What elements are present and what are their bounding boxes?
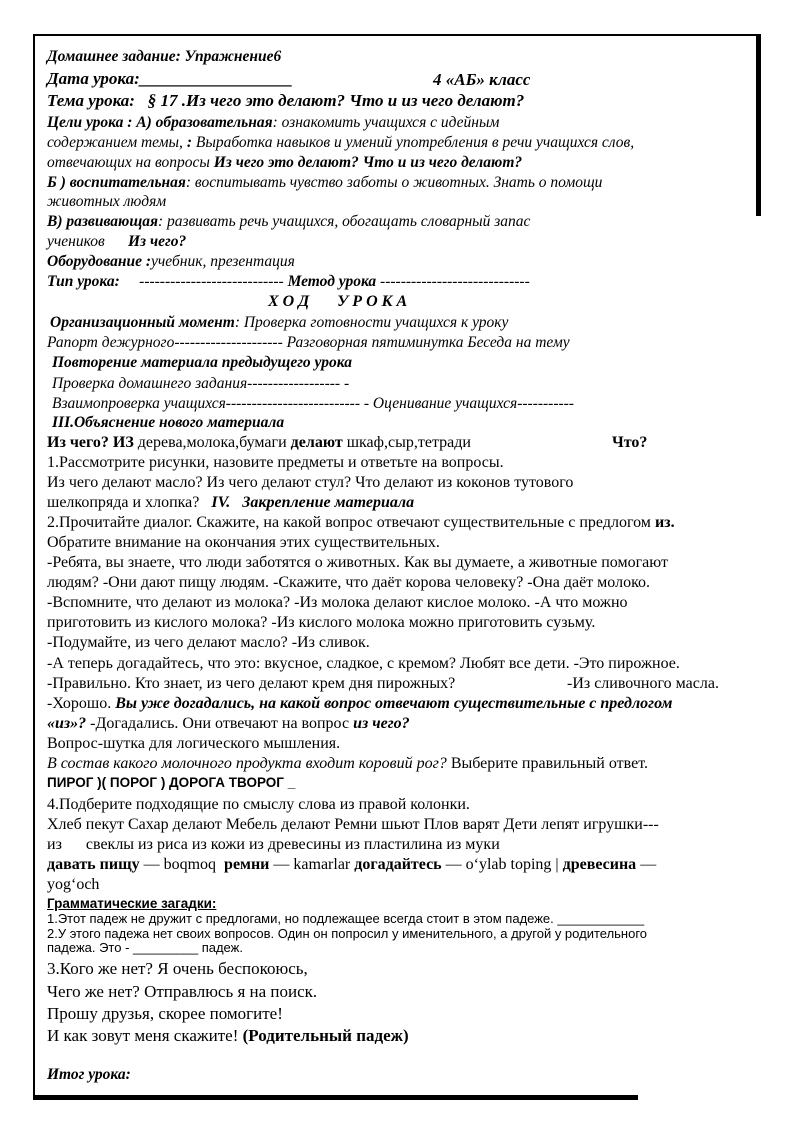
vocabulary-line-2: yogʻoch xyxy=(47,876,100,893)
riddles-title: Грамматические загадки: xyxy=(47,896,217,911)
dialog-line-5: -Подумайте, из чего делают масло? -Из сливок. xyxy=(47,634,370,651)
dialog-line-1: -Ребята, вы знаете, что люди заботятся о животных. Как вы думаете, а животные помогают xyxy=(47,554,668,571)
goals-line-7: учеников Из чего? xyxy=(47,233,187,250)
lesson-summary-label: Итог урока: xyxy=(47,1066,131,1083)
page-border-shadow-right xyxy=(756,34,761,216)
riddle-2-continued: падежа. Это - _________ падеж. xyxy=(47,940,243,955)
logic-answer-options: ПИРОГ )( ПОРОГ ) ДОРОГА ТВОРОГ _ xyxy=(47,775,296,790)
riddle-2: 2.У этого падежа нет своих вопросов. Один он попросил у именительного, а другой у родительного xyxy=(47,926,648,941)
mutual-check: Взаимопроверка учащихся-------------------------- - Оценивание учащихся----------- xyxy=(52,395,574,412)
dialog-line-7-answer: -Из сливочного масла. xyxy=(567,675,719,692)
riddle-1: 1.Этот падеж не дружит с предлогами, но подлежащее всегда стоит в этом падеже. ____________ xyxy=(47,911,645,926)
org-moment: Организационный момент: Проверка готовности учащихся к уроку xyxy=(50,314,509,331)
goals-line-4: Б ) воспитательная: воспитывать чувство заботы о животных. Знать о помощи xyxy=(47,174,603,191)
dialog-line-9: «из»? -Догадались. Они отвечают на вопрос из чего? xyxy=(47,715,410,732)
explain-line-5: 2.Прочитайте диалог. Скажите, на какой вопрос отвечают существительные с предлогом из. xyxy=(47,514,675,531)
homework-check: Проверка домашнего задания------------------ - xyxy=(52,375,350,392)
goals-line-1: Цели урока : А) образовательная: ознакомить учащихся с идейным xyxy=(47,114,500,131)
dialog-line-7: -Правильно. Кто знает, из чего делают крем дня пирожных? xyxy=(47,675,456,692)
logic-question-title: Вопрос-шутка для логического мышления. xyxy=(47,735,341,752)
page-border-shadow-bottom xyxy=(33,1095,638,1100)
course-title: Х О Д У Р О К А xyxy=(268,293,408,310)
poem-line-4: И как зовут меня скажите! (Родительный падеж) xyxy=(47,1026,409,1045)
duty-report: Рапорт дежурного--------------------- Разговорная пятиминутка Беседа на тему xyxy=(47,334,570,351)
lesson-type-line: Тип урока: ---------------------------- Метод урока ----------------------------- xyxy=(47,273,530,290)
repeat-title: Повторение материала предыдущего урока xyxy=(52,354,352,371)
logic-question: В состав какого молочного продукта входит коровий рог? Выберите правильный ответ. xyxy=(47,755,648,772)
task-4-right-column: из свеклы из риса из кожи из древесины из пластилина из муки xyxy=(47,836,500,853)
dialog-line-4: приготовить из кислого молока? -Из кислого молока можно приготовить сузьму. xyxy=(47,614,596,631)
goals-line-3: отвечающих на вопросы Из чего это делают? Что и из чего делают? xyxy=(47,154,523,171)
class-label: 4 «АБ» класс xyxy=(433,70,531,89)
new-material-title: III.Объяснение нового материала xyxy=(52,414,285,431)
dialog-line-2: людям? -Они дают пищу людям. -Скажите, что даёт корова человеку? -Она даёт молоко. xyxy=(47,574,651,591)
poem-line-2: Чего же нет? Отправлюсь я на поиск. xyxy=(47,982,318,1001)
explain-line-3: Из чего делают масло? Из чего делают стул? Что делают из коконов тутового xyxy=(47,474,574,491)
task-4-title: 4.Подберите подходящие по смыслу слова из правой колонки. xyxy=(47,796,470,813)
explain-line-4: шелкопряда и хлопка? IV. Закрепление материала xyxy=(47,494,415,511)
explain-line-1: Из чего? ИЗ дерева,молока,бумаги делают шкаф,сыр,тетради xyxy=(47,434,471,451)
dialog-line-3: -Вспомните, что делают из молока? -Из молока делают кислое молоко. -А что можно xyxy=(47,594,628,611)
goals-line-2: содержанием темы, : Выработка навыков и умений употребления в речи учащихся слов, xyxy=(47,134,635,151)
goals-line-6: В) развивающая: развивать речь учащихся, обогащать словарный запас xyxy=(47,213,531,230)
goals-line-5: животных людям xyxy=(47,193,167,210)
dialog-line-8: -Хорошо. Вы уже догадались, на какой вопрос отвечают существительные с предлогом xyxy=(47,695,673,712)
explain-line-2: 1.Рассмотрите рисунки, назовите предметы и ответьте на вопросы. xyxy=(47,454,504,471)
explain-what-question: Что? xyxy=(612,434,648,451)
dialog-line-6: -А теперь догадайтесь, что это: вкусное, сладкое, с кремом? Любят все дети. -Это пирожное. xyxy=(47,655,680,672)
homework-line: Домашнее задание: Упражнение6 xyxy=(47,48,282,65)
vocabulary-line: давать пищу — boqmoq ремни — kamarlar догадайтесь — oʻylab toping | древесина — xyxy=(47,856,657,873)
poem-line-3: Прошу друзья, скорее помогите! xyxy=(47,1004,283,1023)
equipment-line: Оборудование :учебник, презентация xyxy=(47,253,295,270)
task-4-left-column: Хлеб пекут Сахар делают Мебель делают Ремни шьют Плов варят Дети лепят игрушки--- xyxy=(47,816,659,833)
lesson-date: Дата урока:__________________ xyxy=(47,69,293,88)
explain-line-6: Обратите внимание на окончания этих существительных. xyxy=(47,534,440,551)
lesson-topic: Тема урока: § 17 .Из чего это делают? Что и из чего делают? xyxy=(47,91,525,110)
poem-line-1: 3.Кого же нет? Я очень беспокоюсь, xyxy=(47,959,308,978)
